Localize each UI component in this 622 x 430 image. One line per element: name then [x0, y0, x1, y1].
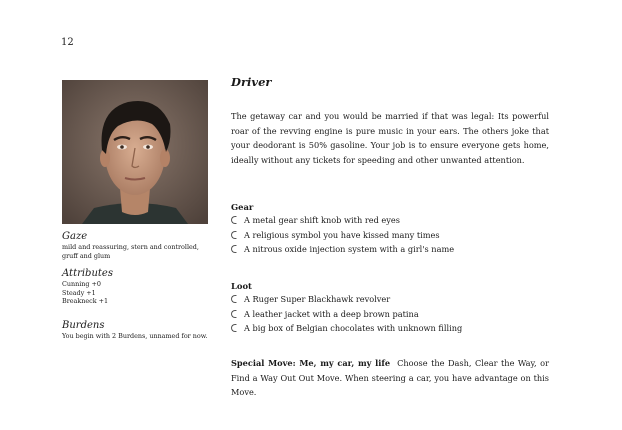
list-item: [231, 321, 551, 336]
gear-heading: Gear: [231, 202, 254, 212]
list-item: [231, 242, 551, 257]
list-item: [231, 228, 551, 243]
loot-section: [231, 280, 551, 336]
page-title: Driver: [231, 75, 272, 89]
attribute-item: Cunning +0: [62, 280, 101, 288]
gear-list: [231, 213, 551, 257]
portrait-photo: [62, 80, 208, 224]
gaze-text: mild and reassuring, stern and controlled, gruff and glum: [62, 243, 199, 260]
special-move-name: Special Move: Me, my car, my life: [231, 358, 391, 368]
list-item: [231, 307, 551, 322]
loot-item-label: A Ruger Super Blackhawk revolver: [244, 294, 391, 304]
burdens-text: You begin with 2 Burdens, unnamed for now.: [62, 332, 208, 340]
checkbox-icon[interactable]: [231, 231, 237, 239]
page-number: 12: [61, 37, 74, 48]
loot-list: [231, 292, 551, 336]
attributes-section: [62, 268, 212, 306]
loot-item-label: A leather jacket with a deep brown patina: [244, 308, 419, 319]
checkbox-icon[interactable]: [231, 310, 237, 318]
checkbox-icon[interactable]: [231, 245, 237, 253]
loot-heading: Loot: [231, 281, 252, 291]
intro-paragraph: The getaway car and you would be married if that was legal: Its powerful roar of the revving engine is pure music in your ears. The others joke that your deodorant is 50% gasoline. Your job is to ensure everyone gets home, ideally without any tickets for speeding and other unwanted attention.: [231, 111, 549, 165]
burdens-section: [62, 320, 212, 341]
list-item: [231, 292, 551, 307]
special-move: [231, 356, 549, 400]
gear-item-label: A metal gear shift knob with red eyes: [244, 215, 400, 225]
checkbox-icon[interactable]: [231, 295, 237, 303]
attribute-item: Steady +1: [62, 288, 96, 297]
list-item: [231, 213, 551, 228]
gear-item-label: A religious symbol you have kissed many times: [244, 229, 440, 240]
gear-item-label: A nitrous oxide injection system with a girl's name: [244, 244, 455, 255]
special-move-text: Choose the Dash, Clear the Way, or Find a Way Out Out Move. When steering a car, you have advantage on this Move.: [231, 358, 549, 398]
gaze-heading: Gaze: [62, 231, 88, 242]
gaze-section: [62, 231, 212, 260]
burdens-heading: Burdens: [62, 320, 105, 331]
attribute-item: Breakneck +1: [62, 297, 109, 306]
gear-section: [231, 201, 551, 257]
checkbox-icon[interactable]: [231, 324, 237, 332]
attributes-heading: Attributes: [62, 268, 113, 279]
loot-item-label: A big box of Belgian chocolates with unknown filling: [244, 323, 463, 334]
checkbox-icon[interactable]: [231, 216, 237, 224]
portrait-photo-icon: [62, 80, 208, 224]
